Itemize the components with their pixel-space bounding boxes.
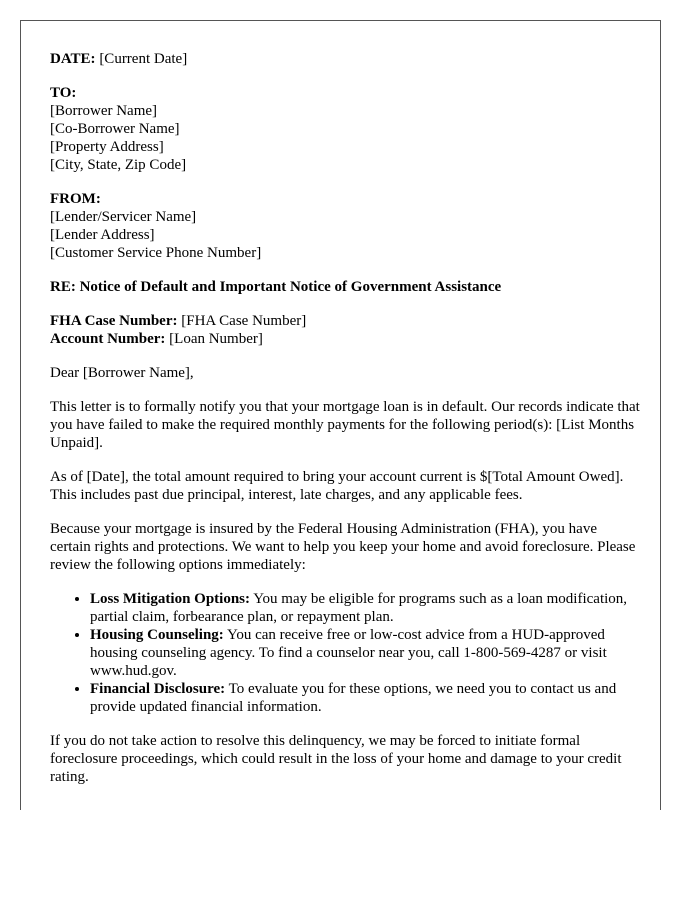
from-line: [Customer Service Phone Number] <box>50 245 262 261</box>
case-info <box>50 312 640 348</box>
date-line <box>50 50 640 68</box>
list-item <box>90 590 640 626</box>
from-block <box>50 190 640 262</box>
to-line: [Property Address] <box>50 139 164 155</box>
option-text: To evaluate you for these options, we need you to contact us and provide updated financial information. <box>90 681 617 715</box>
option-label: Financial Disclosure: <box>90 681 226 697</box>
to-line: [Co-Borrower Name] <box>50 121 180 137</box>
to-label: TO: <box>50 85 77 101</box>
date-value: [Current Date] <box>95 51 188 67</box>
to-line: [Borrower Name] <box>50 103 158 119</box>
date-label: DATE: <box>50 51 96 67</box>
option-label: Housing Counseling: <box>90 627 224 643</box>
account-value: [Loan Number] <box>165 331 263 347</box>
fha-case-label: FHA Case Number: <box>50 313 178 329</box>
salutation: Dear [Borrower Name], <box>50 365 194 381</box>
paragraph-default-notice: This letter is to formally notify you that your mortgage loan is in default. Our records indicate that you have failed to make the required monthly payments for the following period(s): [List Months Unpaid]. <box>50 399 640 451</box>
paragraph-fha-rights: Because your mortgage is insured by the Federal Housing Administration (FHA), you have certain rights and protections. We want to help you keep your home and avoid foreclosure. Please review the following options immediately: <box>50 521 636 573</box>
list-item <box>90 626 640 680</box>
fha-case-line <box>50 312 640 330</box>
list-item <box>90 680 640 716</box>
options-list <box>50 590 640 716</box>
subject-line <box>50 278 640 296</box>
fha-case-value: [FHA Case Number] <box>177 313 307 329</box>
to-line: [City, State, Zip Code] <box>50 157 187 173</box>
option-text: You may be eligible for programs such as a loan modification, partial claim, forbearance plan, or repayment plan. <box>90 591 628 625</box>
from-line: [Lender Address] <box>50 227 155 243</box>
from-label: FROM: <box>50 191 101 207</box>
paragraph-foreclosure-warning: If you do not take action to resolve this delinquency, we may be forced to initiate formal foreclosure proceedings, which could result in the loss of your home and damage to your credit rating. <box>50 733 622 785</box>
paragraph-amount-owed: As of [Date], the total amount required to bring your account current is $[Total Amount Owed]. This includes past due principal, interest, late charges, and any applicable fees. <box>50 469 624 503</box>
letter-page <box>20 20 661 810</box>
account-line <box>50 330 640 348</box>
account-label: Account Number: <box>50 331 166 347</box>
from-line: [Lender/Servicer Name] <box>50 209 197 225</box>
letter-content <box>50 50 640 802</box>
option-text: You can receive free or low-cost advice from a HUD-approved housing counseling agency. To find a counselor near you, call 1-800-569-4287 or visit www.hud.gov. <box>90 627 607 679</box>
option-label: Loss Mitigation Options: <box>90 591 251 607</box>
subject-text: RE: Notice of Default and Important Notice of Government Assistance <box>50 279 502 295</box>
to-block <box>50 84 640 174</box>
